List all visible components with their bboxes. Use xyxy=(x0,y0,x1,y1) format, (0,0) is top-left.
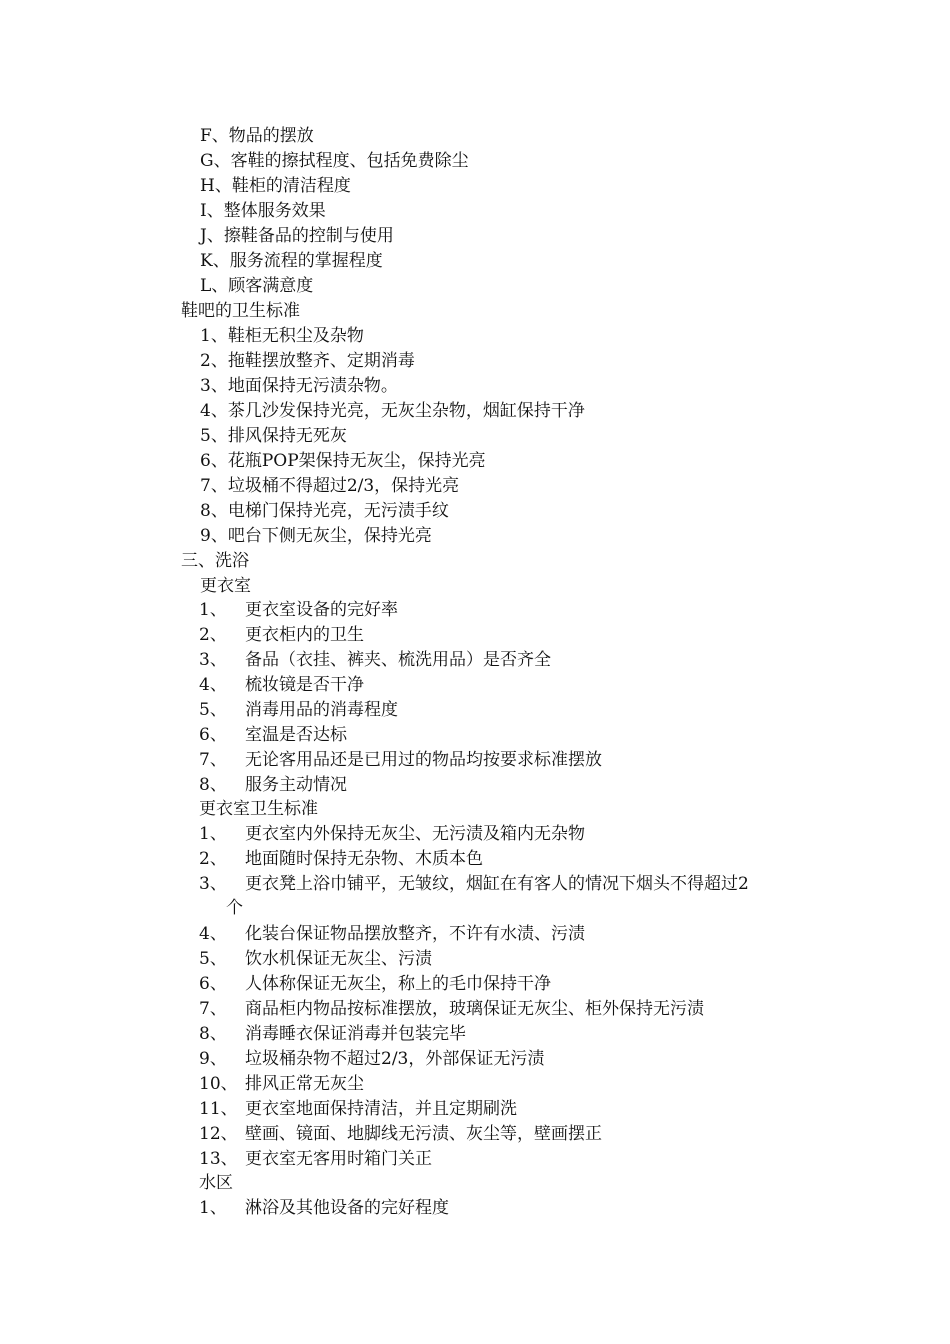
item-number: 7、 xyxy=(199,750,227,770)
item-text-continuation: 个 xyxy=(226,898,243,918)
item-text: 更衣凳上浴巾铺平，无皱纹，烟缸在有客人的情况下烟头不得超过2 xyxy=(245,874,749,894)
item-text: 消毒用品的消毒程度 xyxy=(245,700,398,720)
list-item: F、物品的摆放 xyxy=(200,126,314,146)
item-text: 饮水机保证无灰尘、污渍 xyxy=(245,949,432,969)
list-item: G、客鞋的擦拭程度、包括免费除尘 xyxy=(200,151,469,171)
list-item: L、顾客满意度 xyxy=(200,276,314,296)
item-text: 更衣室设备的完好率 xyxy=(245,600,398,620)
item-number: 13、 xyxy=(199,1149,238,1169)
subsection-title-water-area: 水区 xyxy=(199,1173,233,1193)
item-number: 8、 xyxy=(199,1024,227,1044)
list-item: 8、电梯门保持光亮，无污渍手纹 xyxy=(200,501,449,521)
subsection-title-locker-hygiene: 更衣室卫生标准 xyxy=(199,799,318,819)
item-number: 5、 xyxy=(199,700,227,720)
item-number: 4、 xyxy=(199,675,227,695)
item-number: 1、 xyxy=(199,600,227,620)
list-item: J、擦鞋备品的控制与使用 xyxy=(200,226,394,246)
item-number: 6、 xyxy=(199,725,227,745)
list-item: K、服务流程的掌握程度 xyxy=(200,251,383,271)
item-number: 8、 xyxy=(199,775,227,795)
item-text: 梳妆镜是否干净 xyxy=(245,675,364,695)
section-heading-bath: 三、洗浴 xyxy=(181,551,249,571)
item-number: 5、 xyxy=(199,949,227,969)
item-text: 商品柜内物品按标准摆放，玻璃保证无灰尘、柜外保持无污渍 xyxy=(245,999,704,1019)
item-number: 1、 xyxy=(199,824,227,844)
list-item: 9、吧台下侧无灰尘，保持光亮 xyxy=(200,526,432,546)
item-number: 4、 xyxy=(199,924,227,944)
item-number: 2、 xyxy=(199,625,227,645)
item-text: 壁画、镜面、地脚线无污渍、灰尘等，壁画摆正 xyxy=(245,1124,602,1144)
item-number: 10、 xyxy=(199,1074,238,1094)
list-item: 4、茶几沙发保持光亮，无灰尘杂物，烟缸保持干净 xyxy=(200,401,585,421)
list-item: 3、地面保持无污渍杂物。 xyxy=(200,376,398,396)
item-text: 化装台保证物品摆放整齐，不许有水渍、污渍 xyxy=(245,924,585,944)
item-number: 1、 xyxy=(199,1198,227,1218)
item-number: 11、 xyxy=(199,1099,238,1119)
item-text: 垃圾桶杂物不超过2/3，外部保证无污渍 xyxy=(245,1049,545,1069)
item-text: 更衣柜内的卫生 xyxy=(245,625,364,645)
section-heading-shoe-bar: 鞋吧的卫生标准 xyxy=(181,301,300,321)
item-text: 淋浴及其他设备的完好程度 xyxy=(245,1198,449,1218)
item-text: 更衣室内外保持无灰尘、无污渍及箱内无杂物 xyxy=(245,824,585,844)
list-item: 1、鞋柜无积尘及杂物 xyxy=(200,326,364,346)
item-text: 人体称保证无灰尘，称上的毛巾保持干净 xyxy=(245,974,551,994)
item-number: 3、 xyxy=(199,874,227,894)
item-text: 备品（衣挂、裤夹、梳洗用品）是否齐全 xyxy=(245,650,551,670)
item-number: 2、 xyxy=(199,849,227,869)
item-text: 服务主动情况 xyxy=(245,775,347,795)
item-number: 7、 xyxy=(199,999,227,1019)
list-item: 2、拖鞋摆放整齐、定期消毒 xyxy=(200,351,415,371)
item-text: 室温是否达标 xyxy=(245,725,347,745)
item-number: 6、 xyxy=(199,974,227,994)
item-text: 无论客用品还是已用过的物品均按要求标准摆放 xyxy=(245,750,602,770)
list-item: 7、垃圾桶不得超过2/3，保持光亮 xyxy=(200,476,460,496)
item-text: 排风正常无灰尘 xyxy=(245,1074,364,1094)
list-item: 5、排风保持无死灰 xyxy=(200,426,347,446)
item-number: 3、 xyxy=(199,650,227,670)
item-text: 消毒睡衣保证消毒并包装完毕 xyxy=(245,1024,466,1044)
list-item: H、鞋柜的清洁程度 xyxy=(200,176,351,196)
item-number: 9、 xyxy=(199,1049,227,1069)
item-text: 更衣室地面保持清洁，并且定期刷洗 xyxy=(245,1099,517,1119)
list-item: 6、花瓶POP架保持无灰尘，保持光亮 xyxy=(200,451,486,471)
item-text: 地面随时保持无杂物、木质本色 xyxy=(245,849,483,869)
subsection-title-locker-room: 更衣室 xyxy=(200,576,251,596)
list-item: I、整体服务效果 xyxy=(200,201,326,221)
item-number: 12、 xyxy=(199,1124,238,1144)
item-text: 更衣室无客用时箱门关正 xyxy=(245,1149,432,1169)
